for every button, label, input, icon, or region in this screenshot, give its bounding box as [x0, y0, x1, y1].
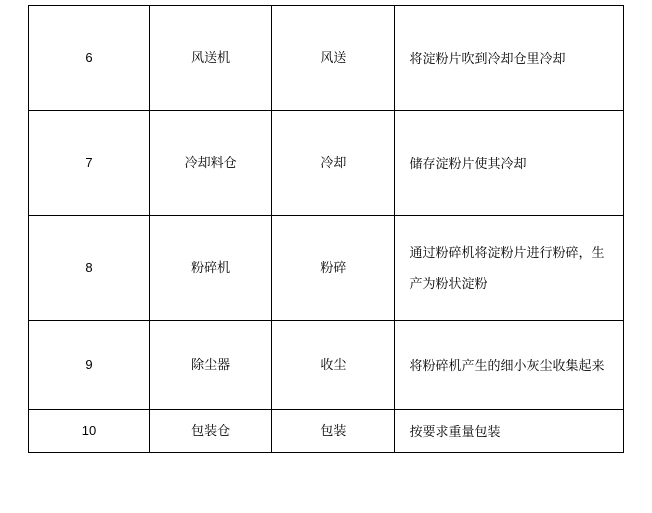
cell-equipment-name — [150, 321, 272, 410]
description-text: 通过粉碎机将淀粉片进行粉碎，生产为粉状淀粉 — [409, 245, 605, 291]
cell-process — [272, 410, 395, 453]
table-row — [29, 111, 624, 216]
sequence-number-text: 8 — [85, 260, 93, 275]
cell-equipment-name — [150, 410, 272, 453]
description-text: 按要求重量包装 — [409, 423, 501, 439]
description-text: 将粉碎机产生的细小灰尘收集起来 — [409, 357, 605, 373]
cell-description — [395, 111, 624, 216]
sequence-number-text: 7 — [85, 155, 93, 170]
process-text: 收尘 — [320, 357, 347, 372]
cell-process — [272, 321, 395, 410]
cell-description — [395, 6, 624, 111]
cell-process — [272, 216, 395, 321]
cell-sequence-number — [29, 111, 150, 216]
cell-description — [395, 410, 624, 453]
equipment-name-text: 风送机 — [191, 50, 231, 65]
sequence-number-text: 9 — [85, 357, 93, 372]
process-text: 包装 — [320, 423, 347, 438]
cell-process — [272, 6, 395, 111]
table-row — [29, 321, 624, 410]
equipment-name-text: 粉碎机 — [191, 260, 231, 275]
cell-equipment-name — [150, 216, 272, 321]
cell-sequence-number — [29, 321, 150, 410]
process-text: 冷却 — [320, 155, 347, 170]
equipment-name-text: 包装仓 — [191, 423, 231, 438]
cell-description — [395, 321, 624, 410]
table-row — [29, 216, 624, 321]
process-text: 风送 — [320, 50, 347, 65]
sequence-number-text: 10 — [81, 423, 97, 438]
process-text: 粉碎 — [320, 260, 347, 275]
equipment-name-text: 冷却料仓 — [184, 155, 237, 170]
table-row — [29, 410, 624, 453]
cell-sequence-number — [29, 216, 150, 321]
equipment-table — [28, 5, 624, 453]
cell-description — [395, 216, 624, 321]
cell-equipment-name — [150, 6, 272, 111]
cell-equipment-name — [150, 111, 272, 216]
description-text: 将淀粉片吹到冷却仓里冷却 — [409, 50, 566, 66]
sequence-number-text: 6 — [85, 50, 93, 65]
cell-process — [272, 111, 395, 216]
table-body — [29, 6, 624, 453]
description-text: 储存淀粉片使其冷却 — [409, 155, 527, 171]
table-row — [29, 6, 624, 111]
equipment-name-text: 除尘器 — [191, 357, 231, 372]
cell-sequence-number — [29, 6, 150, 111]
cell-sequence-number — [29, 410, 150, 453]
